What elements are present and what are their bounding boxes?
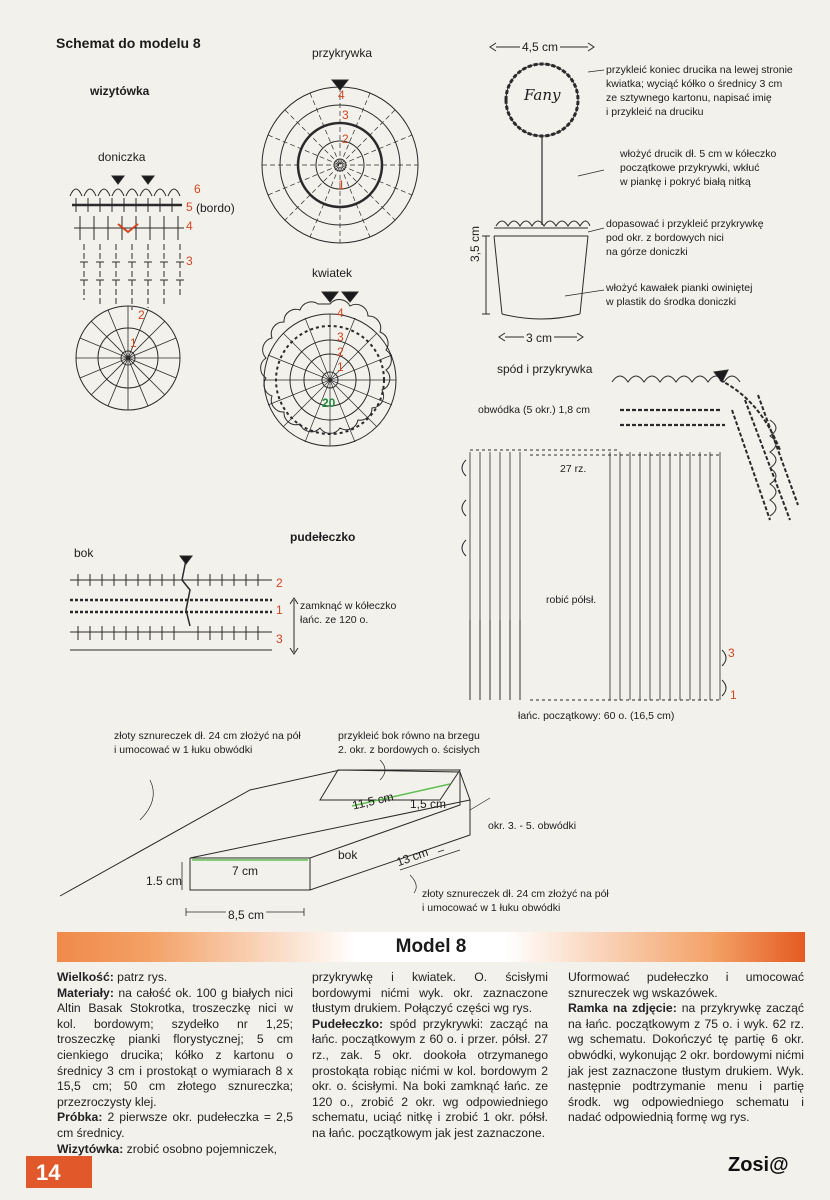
kwiatek-row-3: 3: [337, 330, 344, 344]
paragraph: Pudełeczko: spód przykrywki: zacząć na łańc. początkowym z 60 o. i przer. półsł. 27 rz., zak. 5 okr. dookoła otrzymanego prostokąta robiąc nićmi w kol. bordowym 2 okr. o. ścisłymi. Na boki zamknąć łańc. ze 120 o., zrobić 2 okr. wg odpowiedniego schematu, uciąć nitkę i zrobić 1 okr. półsł. na łańc. początkowym jak jest zaznaczone.: [312, 1016, 548, 1140]
paragraph: Wizytówka: zrobić osobno pojemniczek,: [57, 1141, 278, 1156]
paragraph: Ramka na zdjęcie: na przykrywkę zacząć na łańc. początkowym z 75 o. i wyk. 62 rz. wg schematu. Dokończyć tę partię 6 okr. obwódki, wykonując 2 okr. bordowymi nićmi jak jest zaznaczone tłustym drukiem. Wyk. następnie podtrzymanie menu i partię środk. wg odpowiedniego schematu i nadać odpowiednią formę wg rys.: [568, 1001, 804, 1125]
page-heading: Schemat do modelu 8: [56, 35, 201, 51]
text-column-3: [568, 970, 804, 1126]
kwiatek-diagram: [261, 292, 396, 446]
spod-border: obwódka (5 okr.) 1,8 cm: [478, 404, 591, 416]
note-card-line-4: i przykleić na druciku: [606, 106, 704, 118]
przykrywka-row-3: 3: [342, 108, 349, 122]
note-foam-line-1: włożyć kawałek pianki owiniętej: [606, 282, 753, 294]
box-note-tl-2: i umocować w 1 łuku obwódki: [114, 744, 253, 756]
box-dim-1-5-top: 1,5 cm: [410, 797, 447, 811]
note-card-line-3: ze sztywnego kartonu, napisać imię: [606, 92, 772, 104]
page-number: 14: [36, 1160, 61, 1185]
doniczka-row-4: 4: [186, 219, 193, 233]
przykrywka-row-2: 2: [342, 132, 349, 146]
pot-height: 3,5 cm: [468, 225, 482, 262]
paragraph: Próbka: 2 pierwsze okr. pudełeczka = 2,5 cm średnicy.: [57, 1110, 293, 1140]
bok-diagram: [70, 556, 298, 654]
box-border-rows: okr. 3. - 5. obwódki: [488, 820, 577, 832]
spod-diagram: [462, 370, 798, 700]
spod-row-3: 3: [728, 646, 735, 660]
kwiatek-row-1: 1: [337, 360, 344, 374]
pot-width-bottom: 3 cm: [526, 331, 553, 345]
note-wire-line-1: włożyć drucik dł. 5 cm w kółeczko: [620, 148, 777, 160]
paragraph: Wielkość: patrz rys.: [57, 970, 168, 984]
kwiatek-row-2: 2: [337, 345, 344, 359]
text-column-2: [312, 970, 548, 1142]
box-note-tr-1: przykleić bok równo na brzegu: [338, 730, 480, 742]
box-dim-8-5: 8,5 cm: [228, 908, 265, 922]
note-card-line-2: kwiatka; wyciąć kółko o średnicy 3 cm: [606, 78, 783, 90]
bok-note-line-2: łańc. ze 120 o.: [300, 614, 369, 626]
page-number-badge: [26, 1156, 92, 1188]
model-title: Model 8: [395, 936, 467, 957]
przykrywka-row-1: 1: [338, 178, 345, 192]
doniczka-row-1: 1: [130, 336, 137, 350]
przykrywka-diagram: [262, 80, 418, 243]
bok-row-2: 2: [276, 576, 283, 590]
label-przykrywka: przykrywka: [312, 46, 373, 60]
kwiatek-stitch-count: 20: [322, 396, 336, 410]
doniczka-row-5: 5: [186, 200, 193, 214]
note-wire-line-3: w piankę i pokryć białą nitką: [620, 176, 751, 188]
box-note-tl-1: złoty sznureczek dł. 24 cm złożyć na pół: [114, 730, 301, 742]
box-note-bottom-1: złoty sznureczek dł. 24 cm złożyć na pół: [422, 888, 609, 900]
przykrywka-row-4: 4: [338, 88, 345, 102]
label-spod: spód i przykrywka: [497, 362, 593, 376]
box-dim-11-5: 11,5 cm: [350, 789, 395, 813]
note-lid-line-1: dopasować i przykleić przykrywkę: [606, 218, 764, 230]
bok-row-3: 3: [276, 632, 283, 646]
note-lid-line-2: pod okr. z bordowych nici: [606, 232, 724, 244]
paragraph: Materiały: na całość ok. 100 g białych nici Altin Basak Stokrotka, troszeczkę nici w kol. bordowym; szydełko nr 1,25; troszeczkę pianki florystycznej; 5 cm cienkiego drucika; kółko z kartonu o średnicy 3 cm i prostokąt o wymiarach 8 x 15,5 cm; 50 cm złotego sznureczka; przezroczysty klej.: [57, 985, 293, 1109]
doniczka-row-5-note: (bordo): [196, 201, 235, 215]
watermark: Zosi@: [728, 1154, 789, 1176]
bok-row-1: 1: [276, 603, 283, 617]
label-bok: bok: [74, 546, 94, 560]
spod-middle: robić półsł.: [546, 594, 597, 606]
doniczka-row-3: 3: [186, 254, 193, 268]
note-card-line-1: przykleić koniec drucika na lewej stronie: [606, 64, 793, 76]
doniczka-diagram: [70, 176, 184, 410]
box-note-tr-2: 2. okr. z bordowych o. ścisłych: [338, 744, 480, 756]
card-name: Fany: [524, 86, 561, 104]
kwiatek-row-4: 4: [337, 306, 344, 320]
label-doniczka: doniczka: [98, 150, 146, 164]
pot-width-top: 4,5 cm: [522, 40, 559, 54]
box-bok: bok: [338, 848, 358, 862]
box-dim-1-5-side: 1.5 cm: [146, 874, 183, 888]
model-banner: [57, 932, 805, 962]
note-lid-line-3: na górze doniczki: [606, 246, 688, 258]
subheading-wizytowka: wizytówka: [90, 84, 150, 98]
text-column-1: [57, 970, 293, 1157]
paragraph: przykrywkę i kwiatek. O. ścisłymi bordowymi nićmi wyk. okr. zaznaczone tłustym drukiem. Połączyć części wg rys.: [312, 970, 548, 1016]
note-wire-line-2: początkowe przykrywki, wkłuć: [620, 162, 760, 174]
note-foam-line-2: w plastik do środka doniczki: [606, 296, 737, 308]
doniczka-row-6: 6: [194, 182, 201, 196]
label-kwiatek: kwiatek: [312, 266, 353, 280]
bok-note-line-1: zamknąć w kółeczko: [300, 600, 397, 612]
doniczka-row-2: 2: [138, 308, 145, 322]
box-dim-13: 13 cm: [394, 844, 431, 870]
box-dim-7: 7 cm: [232, 864, 259, 878]
label-pudeleczko: pudełeczko: [290, 530, 356, 544]
paragraph: Uformować pudełeczko i umocować sznureczek wg wskazówek.: [568, 970, 804, 1000]
box-note-bottom-2: i umocować w 1 łuku obwódki: [422, 902, 561, 914]
spod-chain: łańc. początkowy: 60 o. (16,5 cm): [518, 710, 675, 722]
spod-rows: 27 rz.: [560, 463, 587, 475]
spod-row-1: 1: [730, 688, 737, 702]
